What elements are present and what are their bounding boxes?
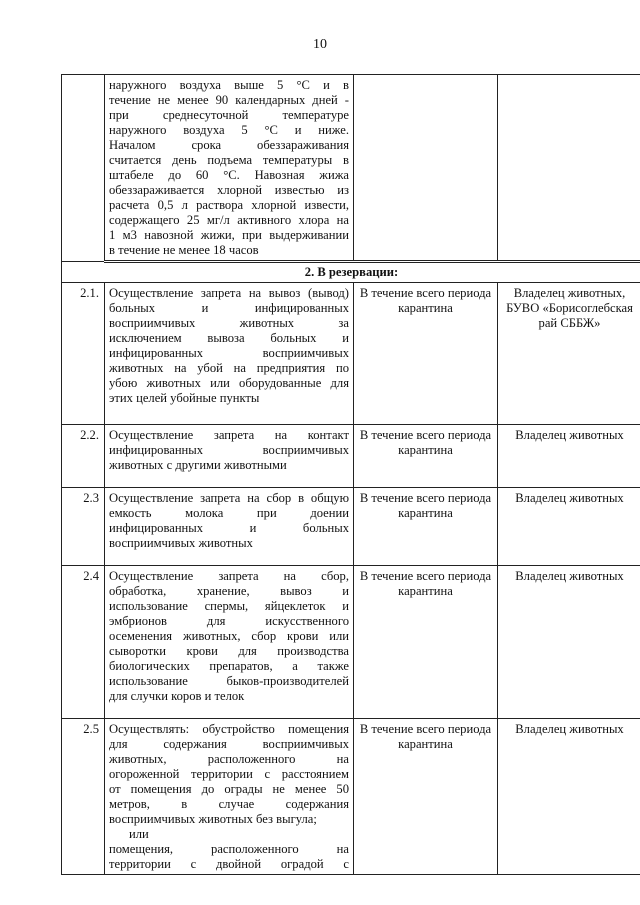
text-line: Началом срока обеззараживания [109,138,349,152]
row-number: 2.3 [62,488,105,566]
text-line: больных и инфицированных [109,301,349,315]
text-line: осеменения животных, сбор крови или [109,629,349,643]
table-row [62,425,640,488]
cell-num [62,75,105,262]
text-line: сыворотки крови для производства [109,644,349,658]
cell-term: В течение всего периода карантина [354,488,498,566]
table-row-continuation [62,75,640,262]
cell-term: В течение всего периода карантина [354,719,498,875]
cell-term [354,75,498,262]
measures-table [61,74,640,875]
cell-responsible: Владелец животных [498,425,640,488]
text-line: восприимчивых животных за [109,316,349,330]
text-line: животных на убой на предприятия по [109,361,349,375]
table-row [62,488,640,566]
cell-measure [105,75,354,262]
text-line: содержащего 25 мг/л активного хлора на [109,213,349,227]
text-line: животных с другими животными [109,458,287,472]
text-line: для случки коров и телок [109,689,245,703]
text-line: обеззараживается хлорной известью из [109,183,349,197]
text-line: емкость молока при доении [109,506,349,520]
cell-measure [105,283,354,425]
text-line: расчета 0,5 л раствора хлорной извести, [109,198,349,212]
text-line: считается день подъема температуры в [109,153,349,167]
text-line: наружного воздуха 5 °С и ниже. [109,123,349,137]
cell-responsible: Владелец животных [498,566,640,719]
text-line: от помещения до ограды не менее 50 [109,782,349,796]
text-line: эмбрионов для искусственного [109,614,349,628]
cell-measure [105,425,354,488]
table-row [62,283,640,425]
text-line: исключением вывоза больных и [109,331,349,345]
cell-term: В течение всего периода карантина [354,283,498,425]
text-line: 1 м3 навозной жижи, при выдерживании [109,228,349,242]
text-line: помещения, расположенного на [109,842,349,856]
cell-responsible: Владелец животных, БУВО «Борисоглебская рай СББЖ» [498,283,640,425]
text-line: животных, расположенного на [109,752,349,766]
page-number: 10 [313,37,327,52]
text-line: убою животных или оборудованные для [109,376,349,390]
text-line: восприимчивых животных [109,536,253,550]
text-line: наружного воздуха выше 5 °С и в [109,78,349,92]
cell-term: В течение всего периода карантина [354,425,498,488]
text-line: Осуществление запрета на вывоз (вывод) [109,286,349,300]
section-title: 2. В резервации: [62,262,640,283]
text-line: обработка, хранение, вывоз и [109,584,349,598]
cell-measure [105,488,354,566]
cell-responsible: Владелец животных [498,488,640,566]
cell-responsible: Владелец животных [498,719,640,875]
text-line: Осуществлять: обустройство помещения [109,722,349,736]
row-number: 2.4 [62,566,105,719]
row-number: 2.2. [62,425,105,488]
text-line: использование спермы, яйцеклеток и [109,599,349,613]
text-line: этих целей убойные пункты [109,391,260,405]
text-line: или [129,827,149,841]
text-line: для содержания восприимчивых [109,737,349,751]
text-line: восприимчивых животных без выгула; [109,812,317,826]
text-line: Осуществление запрета на сбор в общую [109,491,349,505]
text-line: штабеле до 60 °С. Навозная жижа [109,168,349,182]
table-row [62,566,640,719]
text-line: биологических препаратов, а также [109,659,349,673]
text-line: Осуществление запрета на сбор, [109,569,349,583]
table-row [62,719,640,875]
text-line: при среднесуточной температуре [109,108,349,122]
text-line: Осуществление запрета на контакт [109,428,349,442]
text-line: инфицированных восприимчивых [109,443,349,457]
row-number: 2.5 [62,719,105,875]
row-number: 2.1. [62,283,105,425]
cell-term: В течение всего периода карантина [354,566,498,719]
text-line: в течение не менее 18 часов [109,243,259,257]
text-line: территории с двойной оградой с [109,857,349,871]
cell-measure [105,719,354,875]
text-line: огороженной территории с расстоянием [109,767,349,781]
cell-resp [498,75,640,262]
text-line: течение не менее 90 календарных дней - [109,93,349,107]
text-line: инфицированных восприимчивых [109,346,349,360]
text-line: использование быков-производителей [109,674,349,688]
cell-measure [105,566,354,719]
text-line: метров, в случае содержания [109,797,349,811]
section-header-row [62,262,640,283]
text-line: инфицированных и больных [109,521,349,535]
